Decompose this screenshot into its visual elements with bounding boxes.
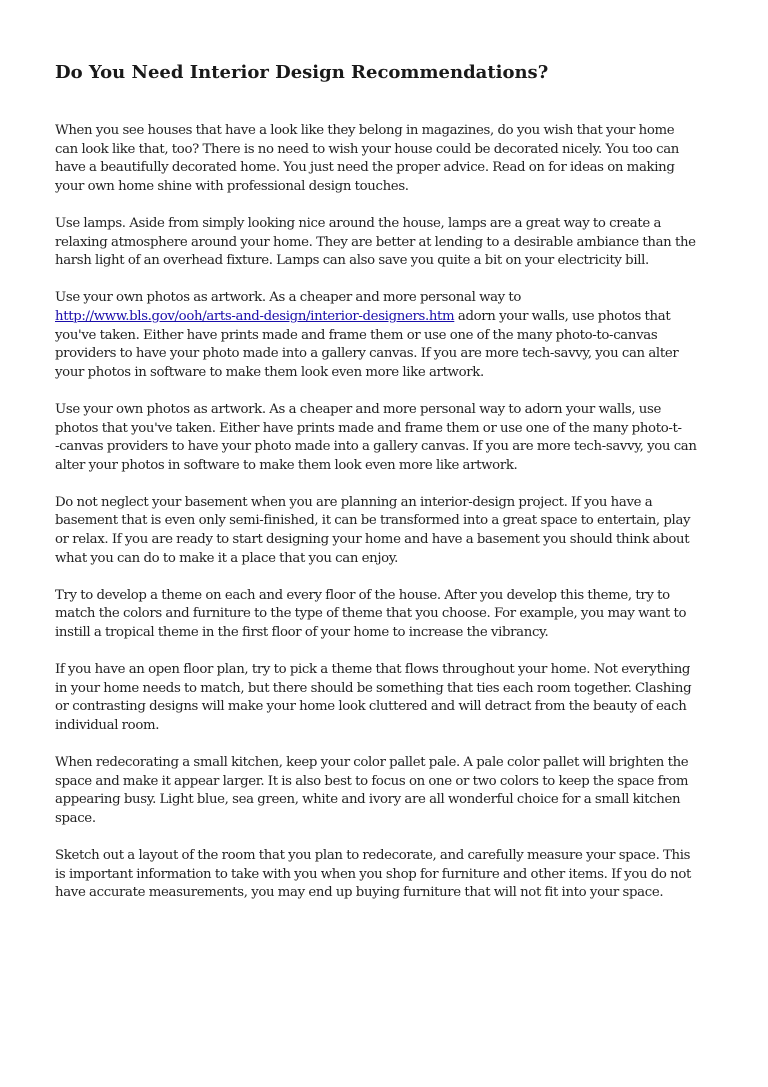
paragraph-line: or relax. If you are ready to start designing your home and have a basement you should think about bbox=[55, 532, 690, 548]
paragraph-line: what you can do to make it a place that you can enjoy. bbox=[55, 550, 399, 566]
paragraph-line: harsh light of an overhead fixture. Lamps can also save you quite a bit on your electricity bill. bbox=[55, 253, 649, 269]
paragraph-line: providers to have your photo made into a gallery canvas. If you are more tech-savvy, you can alter bbox=[55, 346, 679, 362]
paragraph-line: you've taken. Either have prints made and frame them or use one of the many photo-to-canvas bbox=[55, 327, 658, 343]
paragraph-line: instill a tropical theme in the first floor of your home to increase the vibrancy. bbox=[55, 625, 549, 641]
document-body bbox=[55, 122, 715, 903]
paragraph-line: or contrasting designs will make your home look cluttered and will detract from the beauty of each bbox=[55, 699, 687, 715]
paragraph-line: When you see houses that have a look like they belong in magazines, do you wish that your home bbox=[55, 123, 675, 138]
paragraph-line: Use your own photos as artwork. As a cheaper and more personal way to adorn your walls, use bbox=[55, 401, 661, 417]
paragraph-line: basement that is even only semi-finished, it can be transformed into a great space to entertain, play bbox=[55, 513, 691, 529]
paragraph-line: alter your photos in software to make them look even more like artwork. bbox=[55, 457, 518, 473]
paragraph-line-with-link bbox=[55, 308, 715, 327]
paragraph-photos-with-link bbox=[55, 289, 715, 382]
paragraph-line: space and make it appear larger. It is also best to focus on one or two colors to keep the space from bbox=[55, 773, 689, 789]
paragraph-line: have accurate measurements, you may end up buying furniture that will not fit into your space. bbox=[55, 885, 664, 901]
document-title: Do You Need Interior Design Recommendations? bbox=[55, 62, 549, 83]
paragraph-line: in your home needs to match, but there should be something that ties each room together. Clashing bbox=[55, 680, 692, 696]
paragraph-line: individual room. bbox=[55, 718, 160, 733]
paragraph-open-floor bbox=[55, 661, 715, 735]
paragraph-theme bbox=[55, 587, 715, 643]
paragraph-line: can look like that, too? There is no need to wish your house could be decorated nicely. You too can bbox=[55, 141, 680, 157]
link-trailing-text: adorn your walls, use photos that bbox=[454, 308, 671, 324]
paragraph-line: When redecorating a small kitchen, keep your color pallet pale. A pale color pallet will brighten the bbox=[55, 755, 689, 771]
paragraph-lamps bbox=[55, 215, 715, 271]
paragraph-line: your own home shine with professional design touches. bbox=[55, 178, 409, 194]
paragraph-sketch bbox=[55, 847, 715, 903]
paragraph-line: -canvas providers to have your photo made into a gallery canvas. If you are more tech-savvy, you can bbox=[55, 439, 697, 455]
paragraph-line: relaxing atmosphere around your home. They are better at lending to a desirable ambiance than the bbox=[55, 234, 696, 250]
paragraph-line: match the colors and furniture to the type of theme that you choose. For example, you may want to bbox=[55, 606, 687, 622]
paragraph-line: appearing busy. Light blue, sea green, white and ivory are all wonderful choice for a small kitchen bbox=[55, 792, 681, 808]
paragraph-line: Use your own photos as artwork. As a cheaper and more personal way to bbox=[55, 290, 522, 306]
paragraph-line: If you have an open floor plan, try to pick a theme that flows throughout your home. Not everything bbox=[55, 662, 691, 678]
paragraph-line: Sketch out a layout of the room that you plan to redecorate, and carefully measure your space. This bbox=[55, 848, 691, 864]
paragraph-line: space. bbox=[55, 810, 96, 826]
interior-designers-link[interactable]: http://www.bls.gov/ooh/arts-and-design/interior-designers.htm bbox=[55, 308, 455, 324]
paragraph-line: Do not neglect your basement when you are planning an interior-design project. If you have a bbox=[55, 494, 653, 510]
paragraph-intro bbox=[55, 122, 715, 196]
paragraph-line: is important information to take with you when you shop for furniture and other items. If you do not bbox=[55, 866, 692, 882]
paragraph-line: Use lamps. Aside from simply looking nice around the house, lamps are a great way to create a bbox=[55, 215, 662, 231]
paragraph-basement bbox=[55, 494, 715, 568]
paragraph-photos bbox=[55, 401, 715, 475]
paragraph-line: have a beautifully decorated home. You just need the proper advice. Read on for ideas on making bbox=[55, 160, 675, 176]
paragraph-line: photos that you've taken. Either have prints made and frame them or use one of the many photo-t- bbox=[55, 420, 682, 436]
paragraph-line: your photos in software to make them look even more like artwork. bbox=[55, 364, 484, 380]
paragraph-line: Try to develop a theme on each and every floor of the house. After you develop this theme, try to bbox=[55, 587, 670, 603]
document-page bbox=[55, 60, 715, 922]
paragraph-kitchen bbox=[55, 754, 715, 828]
